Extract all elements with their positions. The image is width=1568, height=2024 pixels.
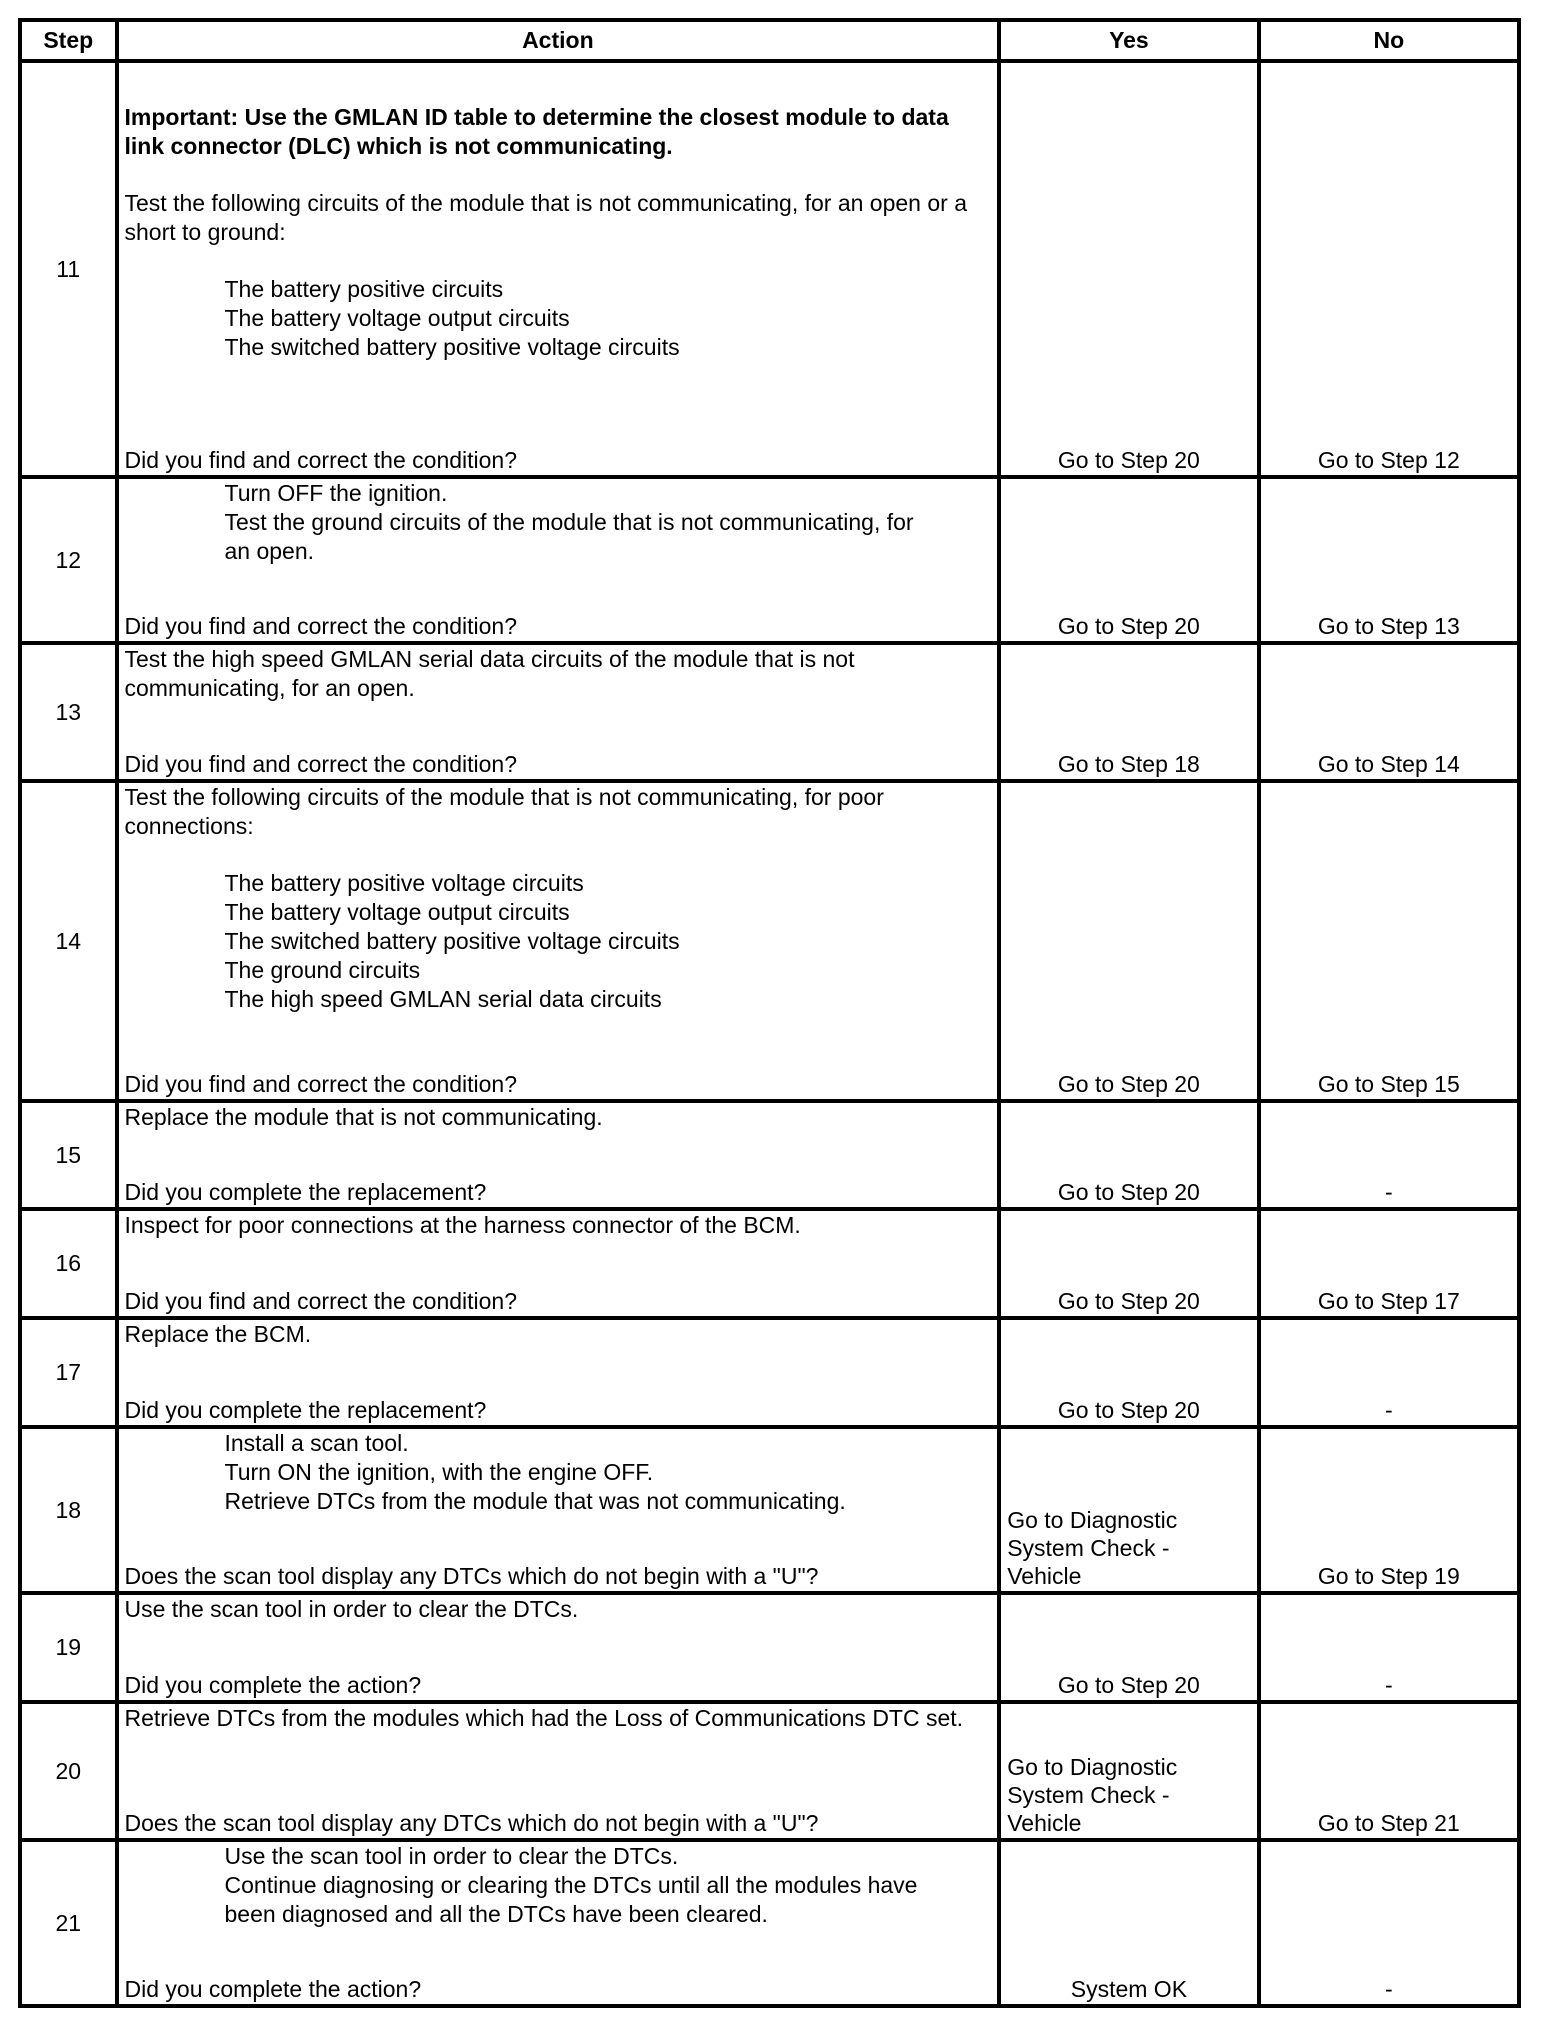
yes-outcome: Go to Step 20 <box>999 1593 1258 1702</box>
action-question: Did you complete the action? <box>124 1672 422 1698</box>
list-item: The switched battery positive voltage circuits <box>224 334 680 360</box>
table-row <box>20 1840 1519 2006</box>
no-outcome: Go to Step 13 <box>1259 477 1519 643</box>
yes-outcome: Go to Step 20 <box>999 1318 1258 1427</box>
yes-line: Vehicle <box>1007 1563 1082 1589</box>
step-number: 11 <box>20 61 117 477</box>
action-text: Replace the BCM. <box>124 1321 312 1347</box>
list-item: Install a scan tool. <box>224 1430 409 1456</box>
list-item: The battery voltage output circuits <box>224 899 570 925</box>
list-item: The ground circuits <box>224 957 421 983</box>
no-outcome: - <box>1259 1318 1519 1427</box>
yes-line: Go to Diagnostic <box>1007 1507 1178 1533</box>
yes-outcome: Go to Step 20 <box>999 781 1258 1101</box>
yes-line: System Check - <box>1007 1782 1170 1808</box>
action-question: Did you find and correct the condition? <box>124 1288 518 1314</box>
no-outcome: Go to Step 17 <box>1259 1209 1519 1318</box>
table-row <box>20 477 1519 643</box>
table-row <box>20 1593 1519 1702</box>
list-item: The battery positive circuits <box>224 276 504 302</box>
action-cell <box>117 61 1000 477</box>
no-outcome: Go to Step 21 <box>1259 1702 1519 1840</box>
list-item: been diagnosed and all the DTCs have been cleared. <box>224 1901 768 1927</box>
yes-outcome <box>999 1427 1258 1593</box>
action-text: Use the scan tool in order to clear the DTCs. <box>124 1596 579 1622</box>
list-item: The battery voltage output circuits <box>224 305 570 331</box>
action-question: Did you find and correct the condition? <box>124 613 518 639</box>
list-item: Test the ground circuits of the module that is not communicating, for <box>224 509 914 535</box>
action-cell <box>117 1427 1000 1593</box>
no-outcome: - <box>1259 1101 1519 1209</box>
header-action: Action <box>117 20 1000 61</box>
yes-outcome: Go to Step 20 <box>999 61 1258 477</box>
action-text: Test the following circuits of the module that is not communicating, for an open or a short to ground: <box>124 190 967 245</box>
yes-line: Vehicle <box>1007 1810 1082 1836</box>
action-cell <box>117 477 1000 643</box>
header-row <box>20 20 1519 61</box>
no-outcome: Go to Step 12 <box>1259 61 1519 477</box>
action-cell <box>117 1702 1000 1840</box>
list-item: The switched battery positive voltage circuits <box>224 928 680 954</box>
important-note: Important: Use the GMLAN ID table to determine the closest module to data link connector (DLC) which is not communicating. <box>124 104 949 159</box>
action-cell <box>117 1101 1000 1209</box>
table-row <box>20 1101 1519 1209</box>
action-question: Did you complete the action? <box>124 1976 422 2002</box>
action-text: Retrieve DTCs from the modules which had the Loss of Communications DTC set. <box>124 1705 964 1731</box>
table-row <box>20 643 1519 781</box>
no-outcome: - <box>1259 1840 1519 2006</box>
yes-outcome: System OK <box>999 1840 1258 2006</box>
list-item: an open. <box>224 538 315 564</box>
action-text: Test the high speed GMLAN serial data circuits of the module that is not communicating, for an open. <box>124 646 855 701</box>
action-question: Did you complete the replacement? <box>124 1179 487 1205</box>
yes-outcome: Go to Step 20 <box>999 1209 1258 1318</box>
yes-line: System Check - <box>1007 1535 1170 1561</box>
list-item: Turn ON the ignition, with the engine OFF. <box>224 1459 654 1485</box>
step-number: 16 <box>20 1209 117 1318</box>
action-question: Did you complete the replacement? <box>124 1397 487 1423</box>
no-outcome: Go to Step 15 <box>1259 781 1519 1101</box>
action-text: Replace the module that is not communicating. <box>124 1104 603 1130</box>
action-cell <box>117 1209 1000 1318</box>
list-item: Use the scan tool in order to clear the DTCs. <box>224 1843 679 1869</box>
action-cell <box>117 781 1000 1101</box>
step-number: 18 <box>20 1427 117 1593</box>
step-number: 20 <box>20 1702 117 1840</box>
table-row <box>20 1318 1519 1427</box>
action-cell <box>117 1318 1000 1427</box>
table-row <box>20 61 1519 477</box>
action-cell <box>117 643 1000 781</box>
action-question: Did you find and correct the condition? <box>124 751 518 777</box>
action-question: Does the scan tool display any DTCs which do not begin with a "U"? <box>124 1563 819 1589</box>
action-text: Inspect for poor connections at the harness connector of the BCM. <box>124 1212 801 1238</box>
table-row <box>20 1209 1519 1318</box>
yes-outcome: Go to Step 18 <box>999 643 1258 781</box>
step-number: 15 <box>20 1101 117 1209</box>
yes-outcome <box>999 1702 1258 1840</box>
list-item: Retrieve DTCs from the module that was not communicating. <box>224 1488 846 1514</box>
table-row <box>20 1702 1519 1840</box>
action-cell <box>117 1593 1000 1702</box>
action-question: Did you find and correct the condition? <box>124 447 518 473</box>
header-no: No <box>1259 20 1519 61</box>
yes-outcome: Go to Step 20 <box>999 1101 1258 1209</box>
step-number: 12 <box>20 477 117 643</box>
action-text: Test the following circuits of the module that is not communicating, for poor connections: <box>124 784 884 839</box>
step-number: 19 <box>20 1593 117 1702</box>
yes-line: Go to Diagnostic <box>1007 1754 1178 1780</box>
header-yes: Yes <box>999 20 1258 61</box>
list-item: Continue diagnosing or clearing the DTCs until all the modules have <box>224 1872 918 1898</box>
table-row <box>20 1427 1519 1593</box>
step-number: 17 <box>20 1318 117 1427</box>
action-question: Does the scan tool display any DTCs which do not begin with a "U"? <box>124 1810 819 1836</box>
list-item: The high speed GMLAN serial data circuits <box>224 986 662 1012</box>
action-cell <box>117 1840 1000 2006</box>
step-number: 14 <box>20 781 117 1101</box>
list-item: Turn OFF the ignition. <box>224 480 448 506</box>
step-number: 13 <box>20 643 117 781</box>
no-outcome: Go to Step 14 <box>1259 643 1519 781</box>
no-outcome: Go to Step 19 <box>1259 1427 1519 1593</box>
diagnostic-table <box>18 18 1521 2008</box>
no-outcome: - <box>1259 1593 1519 1702</box>
table-row <box>20 781 1519 1101</box>
header-step: Step <box>20 20 117 61</box>
action-question: Did you find and correct the condition? <box>124 1071 518 1097</box>
step-number: 21 <box>20 1840 117 2006</box>
list-item: The battery positive voltage circuits <box>224 870 584 896</box>
yes-outcome: Go to Step 20 <box>999 477 1258 643</box>
